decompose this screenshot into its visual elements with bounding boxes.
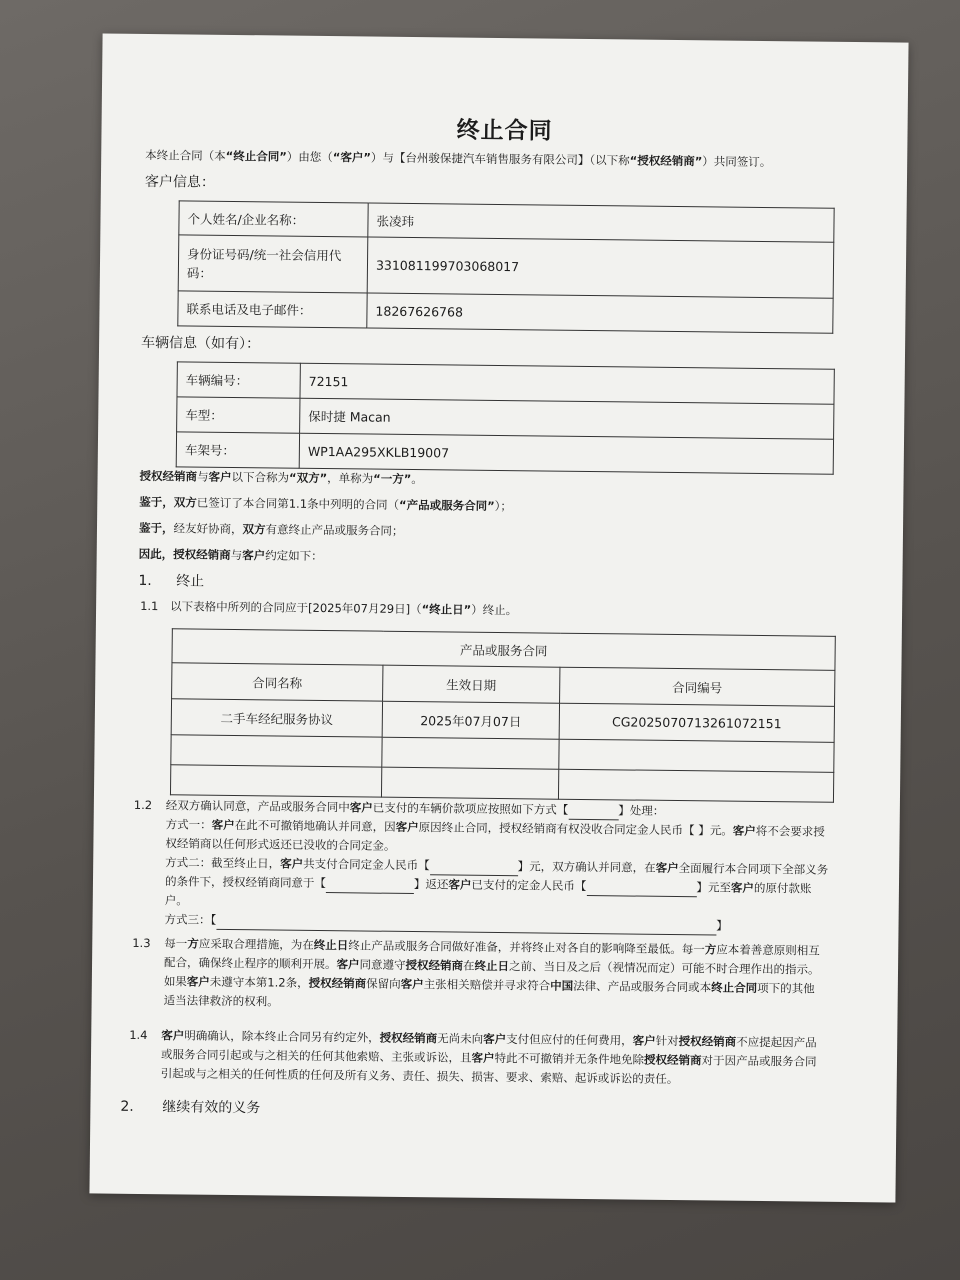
section-2-title: 继续有效的义务 <box>162 1099 261 1117</box>
customer-contact-value: 18267626768 <box>367 293 833 333</box>
customer-info-table <box>177 200 834 333</box>
section-1-heading <box>138 570 204 591</box>
table-row <box>178 235 834 298</box>
vehicle-info-table <box>176 361 835 474</box>
section-2-heading <box>120 1096 260 1118</box>
customer-contact-label: 联系电话及电子邮件： <box>178 291 367 328</box>
intro-paragraph: 本终止合同（本“终止合同”）由您（“客户”）与【台州骏保捷汽车销售服务有限公司】（以下称“授权经销商”）共同签订。 <box>145 147 772 170</box>
contract-number-cell: CG2025070713261072151 <box>559 703 834 742</box>
customer-info-heading: 客户信息： <box>144 173 216 191</box>
vehicle-vin-value: WP1AA295XKLB19007 <box>299 433 833 474</box>
clause-1-3: 1.3 每一方应采取合理措施，为在终止日终止产品或服务合同做好准备，并将终止对各自的影响降至最低。每一方应本着善意原则相互 配合，确保终止程序的顺利开展。客户同意遵守授权经销商在终止日之前、当日及之后（视情况而定）可能不时合理作出的指示。 如果客户未遵守本第1.2条，授权经销商保留向客户主张相关赔偿并寻求符合中国法律、产品或服务合同或本终止合同项下的其他 适当法律救济的权利。 <box>132 935 820 1009</box>
parties-definition: 授权经销商与客户以下合称为“双方”，单称为“一方”。 <box>139 468 423 487</box>
whereas-clause-1: 鉴于，双方已签订了本合同第1.1条中列明的合同（“产品或服务合同”）； <box>139 494 513 514</box>
vehicle-model-value: 保时捷 Macan <box>300 398 834 439</box>
clause-1-4: 1.4 客户明确确认，除本终止合同另有约定外，授权经销商无尚未向客户支付但应付的任何费用，客户针对授权经销商不应提起因产品 或服务合同引起或与之相关的任何其他索赔、主张或诉讼，且客户特此不可撤销并无条件地免除授权经销商对于因产品或服务合同 引起或与之相关的任何性质的任何及所有义务、责任、损失、损害、要求、索赔、起诉或诉讼的责任。 <box>129 1027 817 1087</box>
vehicle-number-value: 72151 <box>300 363 834 404</box>
section-2-number: 2. <box>120 1098 134 1115</box>
section-1-title: 终止 <box>176 573 205 590</box>
vehicle-info-heading: 车辆信息（如有）： <box>141 334 261 353</box>
document-title: 终止合同 <box>456 117 553 145</box>
section-1-number: 1. <box>138 572 152 590</box>
contract-name-cell: 二手车经纪服务协议 <box>171 699 382 737</box>
column-header-number: 合同编号 <box>560 667 835 706</box>
customer-id-value: 331081199703068017 <box>367 237 834 298</box>
table-row <box>178 291 833 333</box>
whereas-clause-2: 鉴于，经友好协商，双方有意终止产品或服务合同； <box>138 520 404 538</box>
column-header-name: 合同名称 <box>172 663 383 701</box>
contract-table-header: 产品或服务合同 <box>172 629 835 671</box>
vehicle-vin-label: 车架号： <box>176 432 299 468</box>
contract-list-table <box>170 628 836 803</box>
vehicle-number-label: 车辆编号： <box>177 362 300 398</box>
customer-id-label: 身份证号码/统一社会信用代码： <box>178 235 368 293</box>
clause-1-1: 1.1 以下表格中所列的合同应于[2025年07月29日]（“终止日”）终止。 <box>140 598 518 618</box>
clause-1-2: 1.2 经双方确认同意，产品或服务合同中客户已支付的车辆价款项应按照如下方式【 】处理： 方式一：客户在此不可撤销地确认并同意，因客户原因终止合同，授权经销商有权没收合同定金人民币【 】元。客户将不会要求授 权经销商以任何形式返还已没收的合同定金。 方式二：截至终止日，客户共支付合同定金人民币【 】元，双方确认并同意，在客户全面履行本合同项下全部义务 的条件下，授权经销商同意于【 】返还客户已支付的定金人民币【 】元至客户的原付款账 户。 方式三：【 】 <box>132 796 893 938</box>
contract-date-cell: 2025年07月07日 <box>382 701 559 739</box>
column-header-date: 生效日期 <box>383 665 560 703</box>
customer-name-value: 张凌玮 <box>368 203 834 242</box>
vehicle-model-label: 车型： <box>177 397 300 433</box>
customer-name-label: 个人姓名/企业名称： <box>179 201 368 237</box>
contract-paper <box>89 33 908 1202</box>
therefore-clause: 因此，授权经销商与客户约定如下： <box>138 546 323 563</box>
